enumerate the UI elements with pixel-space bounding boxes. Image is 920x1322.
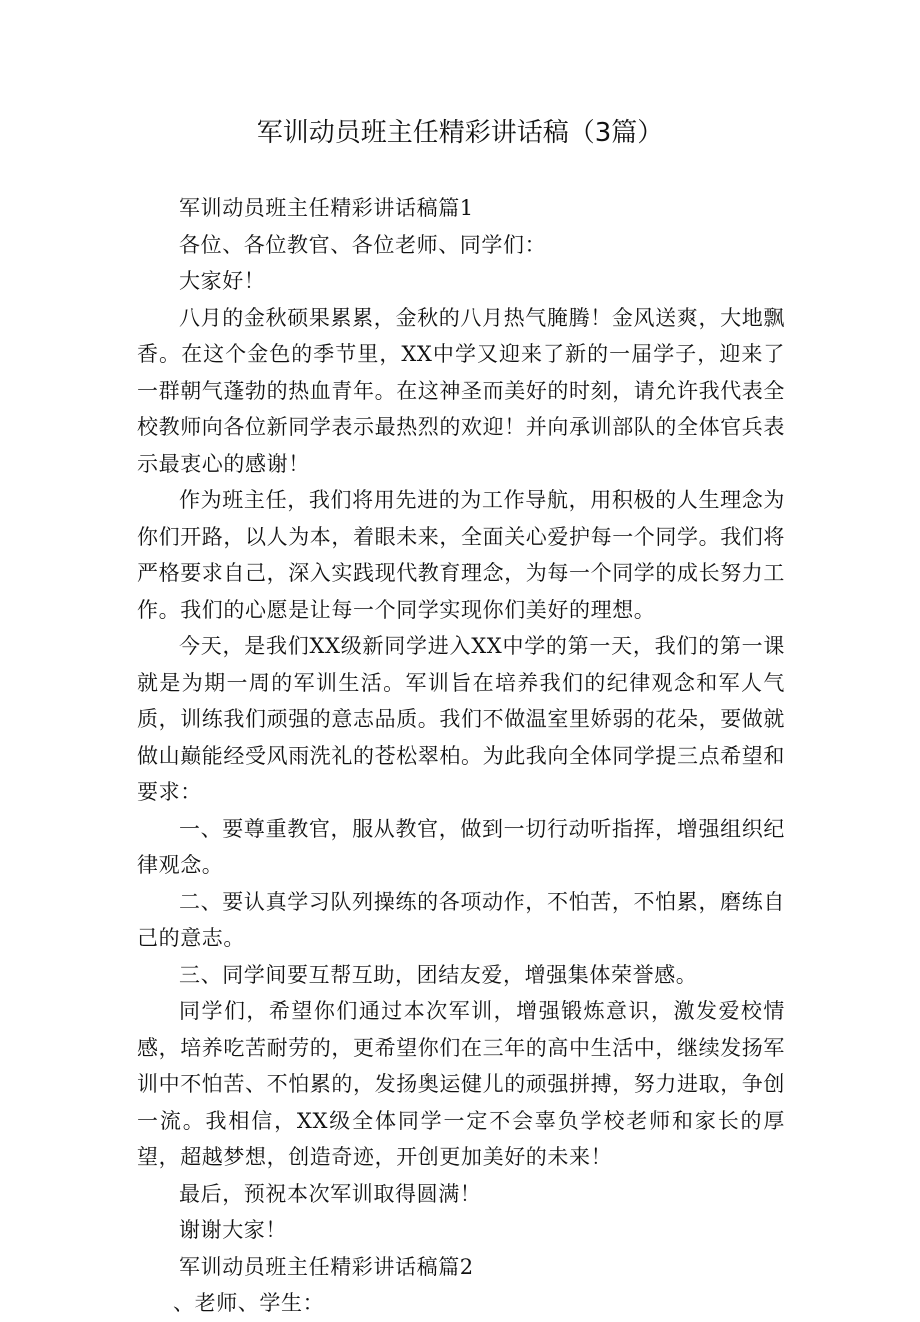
section-heading-1: 军训动员班主任精彩讲话稿篇1 (179, 196, 474, 220)
greeting: 大家好！ (179, 269, 266, 293)
document-title: 军训动员班主任精彩讲话稿（3篇） (256, 118, 664, 148)
paragraph: 作为班主任，我们将用先进的为工作导航，用积极的人生理念为你们开路，以人为本，着眼未来，全面关心爱护每一个同学。我们将严格要求自己，深入实践现代教育理念，为每一个同学的成长努力工作。我们的心愿是让每一个同学实现你们美好的理想。 (137, 488, 785, 622)
paragraph: 同学们，希望你们通过本次军训，增强锻炼意识，激发爱校情感，培养吃苦耐劳的，更希望你们在三年的高中生活中，继续发扬军训中不怕苦、不怕累的，发扬奥运健儿的顽强拼搏，努力进取，争创一流。我相信，XX级全体同学一定不会辜负学校老师和家长的厚望，超越梦想，创造奇迹，开创更加美好的未来！ (137, 999, 785, 1169)
section-heading-2: 军训动员班主任精彩讲话稿篇2 (179, 1254, 474, 1279)
list-item: 三、同学间要互帮互助，团结友爱，增强集体荣誉感。 (179, 962, 698, 987)
list-item: 一、要尊重教官，服从教官，做到一切行动听指挥，增强组织纪律观念。 (137, 816, 785, 877)
document-body (137, 190, 785, 1322)
paragraph: 今天，是我们XX级新同学进入XX中学的第一天，我们的第一课就是为期一周的军训生活。军训旨在培养我们的纪律观念和军人气质，训练我们顽强的意志品质。我们不做温室里娇弱的花朵，要做就做山巅能经受风雨洗礼的苍松翠柏。为此我向全体同学提三点希望和要求： (137, 634, 785, 804)
paragraph: 谢谢大家！ (179, 1218, 287, 1242)
paragraph: 八月的金秋硕果累累，金秋的八月热气腌腾！金风送爽，大地飘香。在这个金色的季节里，XX中学又迎来了新的一届学子，迎来了一群朝气蓬勃的热血青年。在这神圣而美好的时刻，请允许我代表全校教师向各位新同学表示最热烈的欢迎！并向承训部队的全体官兵表示最衷心的感谢！ (137, 305, 785, 476)
paragraph: 最后，预祝本次军训取得圆满！ (179, 1181, 482, 1206)
list-item: 二、要认真学习队列操练的各项动作，不怕苦，不怕累，磨练自己的意志。 (137, 889, 785, 950)
salutation: 各位、各位教官、各位老师、同学们： (179, 232, 547, 257)
salutation: 、老师、学生： (173, 1291, 325, 1315)
